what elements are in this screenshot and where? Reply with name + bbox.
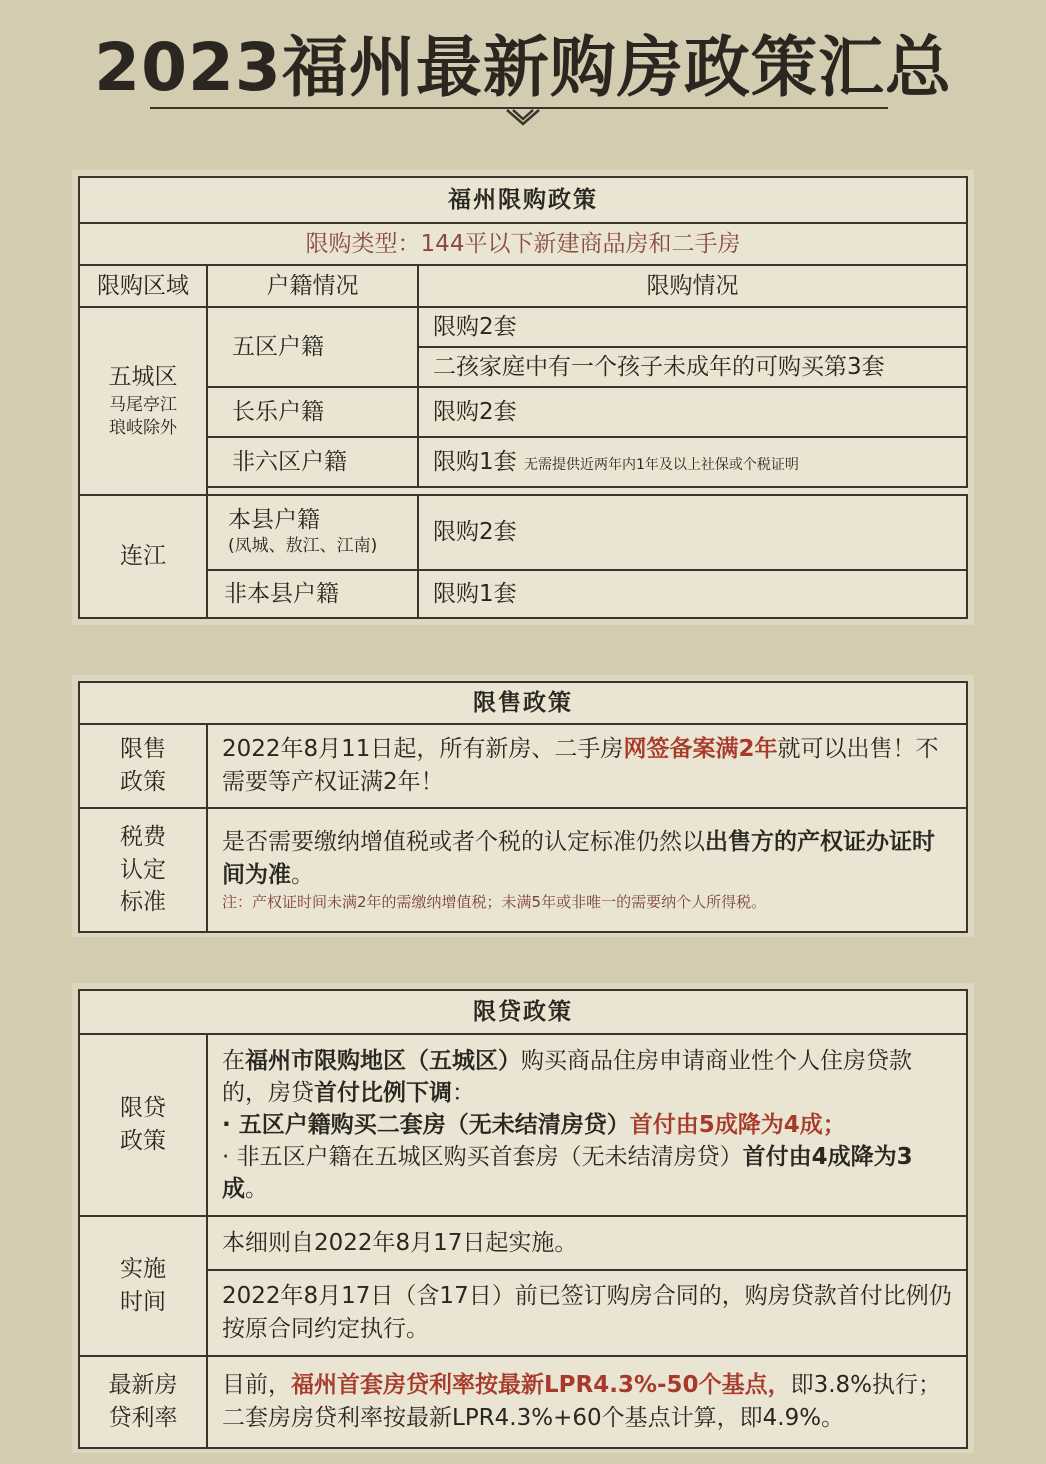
loan-label-rate: 最新房 贷利率 [79, 1356, 207, 1448]
loan-bullet-1-red: 首付由5成降为4成； [629, 1111, 846, 1138]
hukou-feiliuqu: 非六区户籍 [207, 437, 418, 487]
loan-bullet-2-end: 。 [245, 1176, 268, 1203]
loan-time-2: 2022年8月17日（含17日）前已签订购房合同的，购房贷款首付比例仍按原合同约定执行。 [207, 1270, 967, 1356]
limit-feiliuqu-note: 无需提供近两年内1年及以上社保或个税证明 [523, 456, 799, 473]
hukou-benxian [207, 495, 418, 570]
purchase-type-line: 限购类型：144平以下新建商品房和二手房 [79, 223, 967, 265]
hukou-benxian-note: (凤城、敖江、江南) [228, 535, 378, 556]
loan-p1-a: 在 [222, 1047, 245, 1074]
col-header-limit: 限购情况 [418, 265, 967, 307]
sale-tax-text [207, 808, 967, 932]
tax-text-bold: 出售方的产权证办证时间为准 [222, 829, 935, 888]
loan-p1-b: 购买商品住房申请商业性个人住房贷款的，房贷 [222, 1047, 912, 1106]
loan-p1-bold2: 首付比例下调 [314, 1079, 452, 1106]
col-header-area: 限购区域 [79, 265, 207, 307]
purchase-heading: 福州限购政策 [79, 177, 967, 223]
loan-heading: 限贷政策 [79, 990, 967, 1034]
loan-bullet-2-bold: 首付由4成降为3成 [222, 1144, 913, 1203]
tax-text-a: 是否需要缴纳增值税或者个税的认定标准仍然以 [222, 829, 705, 856]
rate-text-red: 福州首套房贷利率按最新LPR4.3%-50个基点， [291, 1372, 791, 1399]
sale-text-highlight: 网签备案满2年 [623, 736, 778, 763]
limit-benxian: 限购2套 [418, 495, 967, 570]
hukou-benxian-label: 本县户籍 [228, 507, 320, 534]
sale-policy-table [78, 681, 968, 933]
hukou-feibenxian: 非本县户籍 [207, 570, 418, 618]
sale-policy-panel [78, 681, 968, 931]
tax-note: 注：产权证时间未满2年的需缴纳增值税；未满5年或非唯一的需要纳个人所得税。 [222, 893, 767, 912]
limit-feiliuqu [418, 437, 967, 487]
sale-text-b: 就可以出售！不需要等产权证满2年！ [222, 736, 939, 795]
limit-feibenxian: 限购1套 [418, 570, 967, 618]
loan-label-time: 实施 时间 [79, 1216, 207, 1356]
loan-bullet-2 [222, 1141, 952, 1205]
col-header-hukou: 户籍情况 [207, 265, 418, 307]
loan-bullet-1-text: · 五区户籍购买二套房（无未结清房贷） [222, 1111, 630, 1138]
area-wuchengqu [79, 307, 207, 495]
limit-wuqu-2: 二孩家庭中有一个孩子未成年的可购买第3套 [418, 347, 967, 387]
hukou-wuqu: 五区户籍 [207, 307, 418, 387]
loan-rate-text [207, 1356, 967, 1448]
loan-bullet-2-text: · 非五区户籍在五城区购买首套房（无未结清房贷） [222, 1144, 743, 1171]
sale-label-tax: 税费 认定 标准 [79, 808, 207, 932]
purchase-policy-table [78, 176, 968, 619]
limit-changle: 限购2套 [418, 387, 967, 437]
sale-heading: 限售政策 [79, 682, 967, 724]
chevron-down-icon [497, 106, 549, 134]
loan-policy-text [207, 1034, 967, 1216]
rate-text-b: 即3.8%执行；二套房房贷利率按最新LPR4.3%+60个基点计算，即4.9%。 [222, 1372, 942, 1431]
purchase-policy-panel [78, 176, 968, 619]
sale-text-a: 2022年8月11日起，所有新房、二手房 [222, 736, 624, 763]
loan-label-policy: 限贷 政策 [79, 1034, 207, 1216]
page-title: 2023福州最新购房政策汇总 [94, 29, 952, 106]
hukou-changle: 长乐户籍 [207, 387, 418, 437]
area-name-lianjiang: 连江 [79, 495, 207, 618]
loan-bullet-1 [222, 1109, 952, 1141]
loan-p1-c: ： [452, 1079, 475, 1106]
sale-policy-text [207, 724, 967, 808]
sale-label-policy: 限售 政策 [79, 724, 207, 808]
tax-text-end: 。 [291, 861, 314, 888]
loan-policy-panel [78, 989, 968, 1447]
rate-text-a: 目前， [222, 1372, 291, 1399]
area-name: 五城区 [108, 363, 178, 390]
loan-time-1: 本细则自2022年8月17日起实施。 [207, 1216, 967, 1270]
area-note: 马尾亭江 琅岐除外 [109, 394, 177, 439]
limit-feiliuqu-value: 限购1套 [433, 448, 517, 475]
loan-p1-bold: 福州市限购地区（五城区） [245, 1047, 521, 1074]
loan-policy-table [78, 989, 968, 1449]
limit-wuqu-1: 限购2套 [418, 307, 967, 347]
